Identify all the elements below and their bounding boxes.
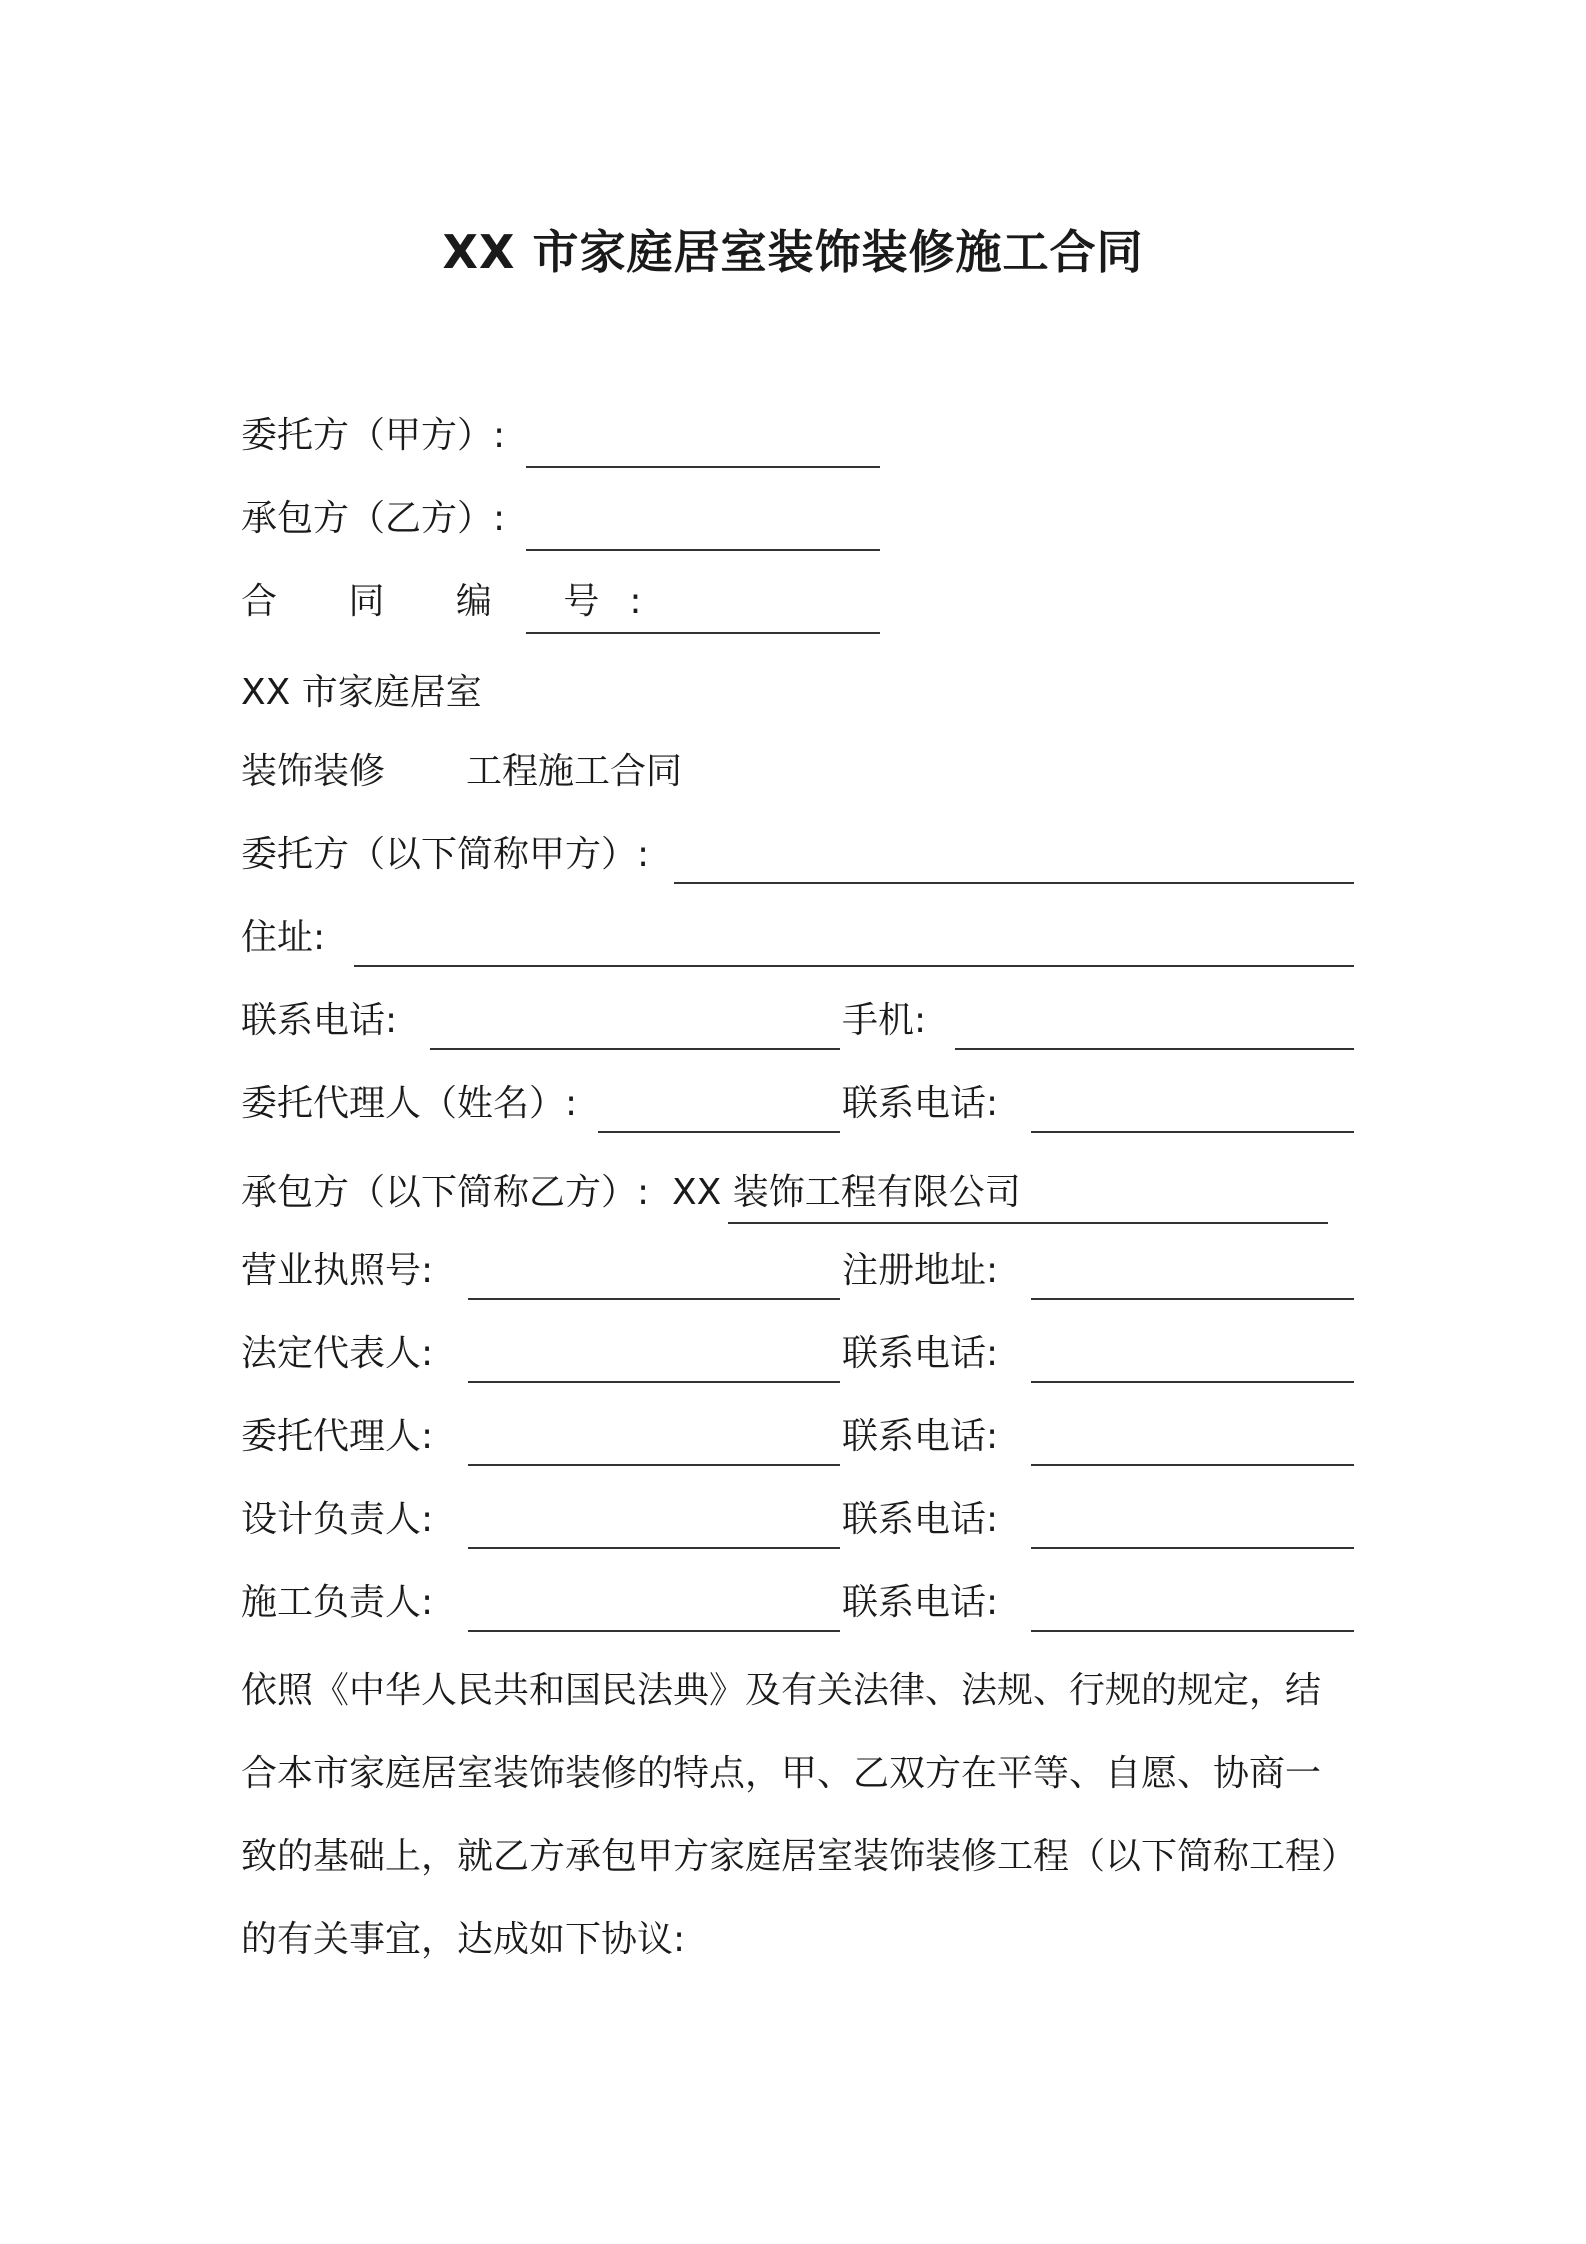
construction-lead-phone-label: 联系电话: — [842, 1582, 999, 1623]
client-field[interactable] — [674, 882, 1354, 884]
legal-rep-field[interactable] — [468, 1381, 840, 1383]
license-label: 营业执照号: — [241, 1250, 434, 1291]
construction-lead-label: 施工负责人: — [241, 1582, 434, 1623]
legal-rep-phone-field[interactable] — [1031, 1381, 1354, 1383]
party-b-field[interactable] — [526, 549, 880, 551]
contractor-value: XX 装饰工程有限公司 — [672, 1172, 1021, 1213]
document-title: XX 市家庭居室装饰装修施工合同 — [442, 225, 1144, 279]
contract-number-label: 合 同 编 号: — [241, 581, 672, 622]
heading-line-2-right: 工程施工合同 — [466, 751, 683, 792]
client-agent-phone-field[interactable] — [1031, 1131, 1354, 1133]
license-field[interactable] — [468, 1298, 840, 1300]
design-lead-phone-field[interactable] — [1031, 1547, 1354, 1549]
construction-lead-phone-field[interactable] — [1031, 1630, 1354, 1632]
contract-number-field[interactable] — [526, 632, 880, 634]
legal-rep-phone-label: 联系电话: — [842, 1333, 999, 1374]
design-lead-field[interactable] — [468, 1547, 840, 1549]
mobile-label: 手机: — [842, 1000, 927, 1041]
client-agent-field[interactable] — [598, 1131, 840, 1133]
design-lead-label: 设计负责人: — [241, 1499, 434, 1540]
address-label: 住址: — [241, 917, 326, 958]
preamble-line: 合本市家庭居室装饰装修的特点，甲、乙双方在平等、自愿、协商一 — [241, 1753, 1322, 1794]
contractor-field[interactable] — [728, 1222, 1328, 1224]
client-label: 委托方（以下简称甲方）: — [241, 834, 650, 875]
contractor-agent-field[interactable] — [468, 1464, 840, 1466]
contractor-agent-label: 委托代理人: — [241, 1416, 434, 1457]
client-agent-phone-label: 联系电话: — [842, 1083, 999, 1124]
phone-label: 联系电话: — [241, 1000, 398, 1041]
construction-lead-field[interactable] — [468, 1630, 840, 1632]
legal-rep-label: 法定代表人: — [241, 1333, 434, 1374]
contractor-agent-phone-label: 联系电话: — [842, 1416, 999, 1457]
contractor-agent-phone-field[interactable] — [1031, 1464, 1354, 1466]
party-a-field[interactable] — [526, 466, 880, 468]
contractor-label: 承包方（以下简称乙方）: — [241, 1172, 650, 1213]
heading-line-2-left: 装饰装修 — [241, 751, 386, 792]
reg-address-field[interactable] — [1031, 1298, 1354, 1300]
preamble-line: 致的基础上，就乙方承包甲方家庭居室装饰装修工程（以下简称工程） — [241, 1836, 1358, 1877]
party-b-label: 承包方（乙方）: — [241, 498, 506, 539]
address-field[interactable] — [354, 965, 1354, 967]
design-lead-phone-label: 联系电话: — [842, 1499, 999, 1540]
heading-line-1: XX 市家庭居室 — [241, 672, 482, 713]
party-a-label: 委托方（甲方）: — [241, 415, 506, 456]
phone-field[interactable] — [430, 1048, 840, 1050]
preamble-line: 的有关事宜，达成如下协议: — [241, 1919, 686, 1960]
mobile-field[interactable] — [955, 1048, 1354, 1050]
client-agent-label: 委托代理人（姓名）: — [241, 1083, 578, 1124]
preamble-line: 依照《中华人民共和国民法典》及有关法律、法规、行规的规定，结 — [241, 1670, 1322, 1711]
reg-address-label: 注册地址: — [842, 1250, 999, 1291]
